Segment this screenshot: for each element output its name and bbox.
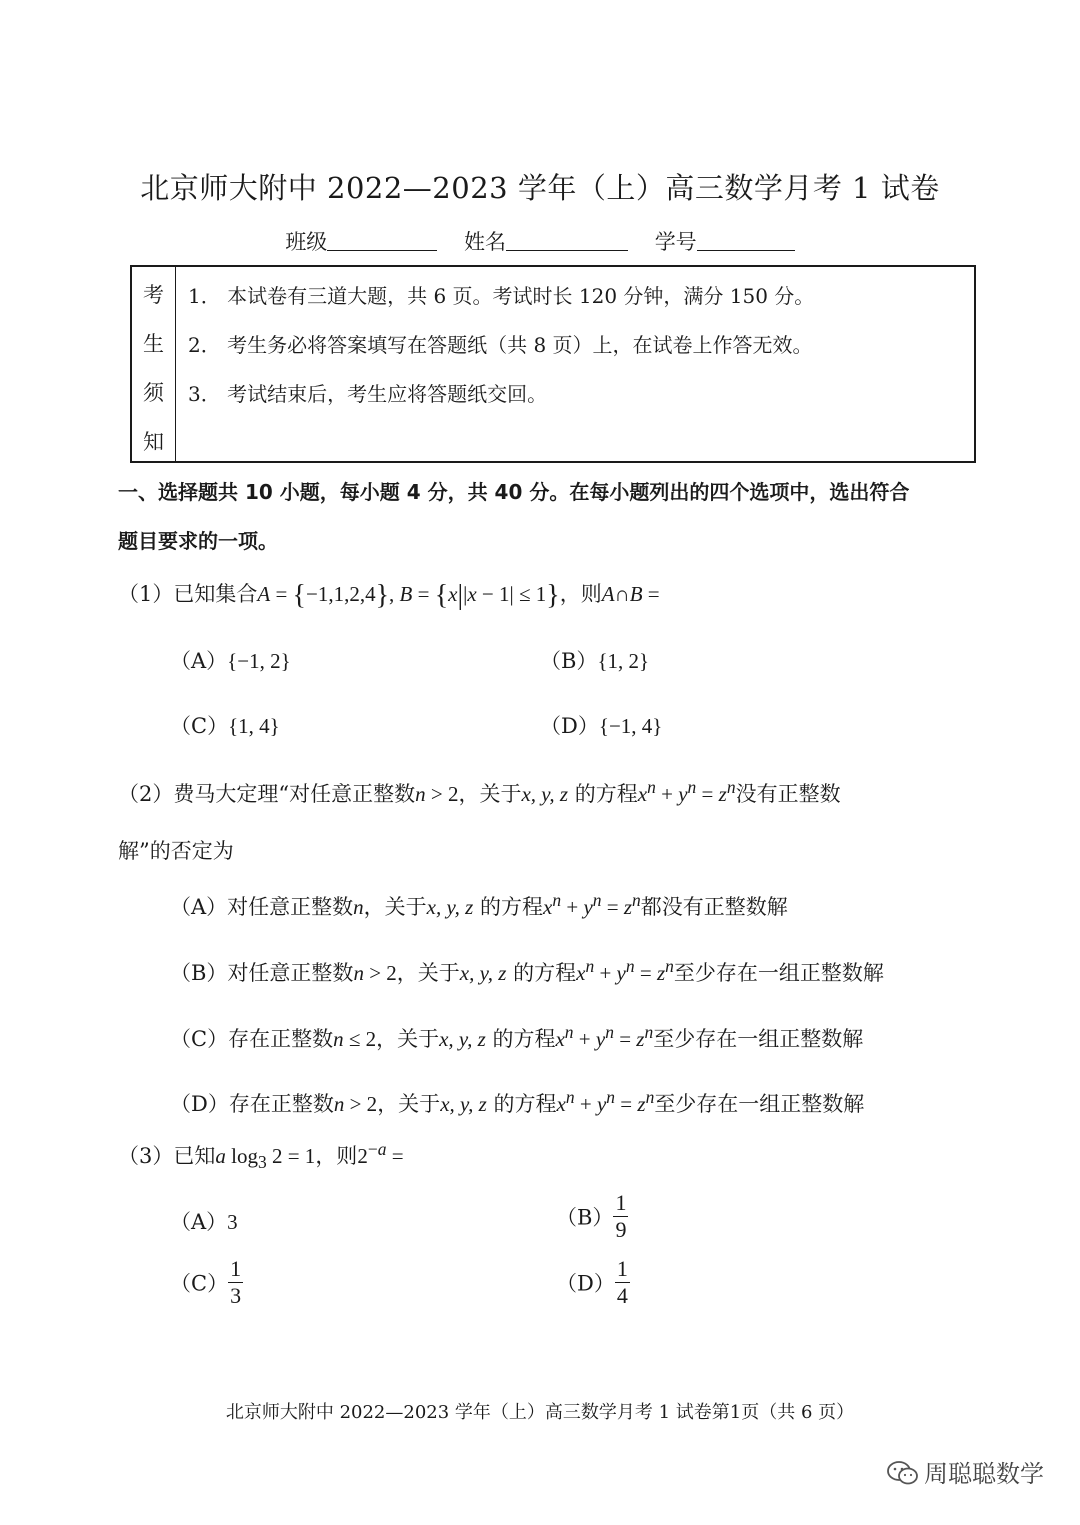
notice-head-char: 须 (143, 381, 164, 405)
class-label: 班级 (285, 230, 328, 254)
notice-heading (132, 267, 176, 461)
q3-option-b[interactable]: （B） $\frac{1}{9}$ (556, 1190, 627, 1242)
q1-option-c[interactable]: （C）{1, 4} (170, 714, 280, 738)
q2-option-c[interactable]: （C）存在正整数n ≤ 2，关于x, y, z 的方程$x^n + y^n = z^n$至少存在一组正整数解 (170, 1022, 864, 1051)
notice-head-char: 生 (143, 332, 164, 356)
class-blank (327, 230, 437, 251)
watermark-text: 周聪聪数学 (924, 1460, 1044, 1488)
question-3: （3）已知a $\log_3 2 = 1$，则$2^{-a}$ = (118, 1139, 404, 1173)
notice-item: 1． 本试卷有三道大题，共 6 页。考试时长 120 分钟，满分 150 分。 (188, 284, 815, 308)
section-heading-cont: 题目要求的一项。 (118, 529, 278, 553)
notice-item: 3． 考试结束后，考生应将答题纸交回。 (188, 382, 548, 406)
notice-head-char: 考 (143, 283, 164, 307)
q1-option-a[interactable]: （A）{−1, 2} (170, 649, 291, 673)
q2-option-b[interactable]: （B）对任意正整数n > 2，关于x, y, z 的方程$x^n + y^n = z^n$至少存在一组正整数解 (170, 956, 884, 985)
page-title: 北京师大附中 2022—2023 学年（上）高三数学月考 1 试卷 (140, 171, 940, 205)
id-label: 学号 (654, 230, 697, 254)
notice-head-char: 知 (143, 430, 164, 454)
wechat-icon (886, 1460, 920, 1486)
question-1: （1）已知集合A = {−1,1,2,4}, B = {x||x − 1| ≤ 1}，则A∩B = (118, 580, 660, 611)
question-2: （2）费马大定理“对任意正整数n > 2，关于x, y, z 的方程$x^n + y^n = z^n$没有正整数 (118, 777, 841, 806)
watermark (886, 1454, 1044, 1489)
student-info-row (0, 226, 1080, 256)
section-heading: 一、选择题共 10 小题，每小题 4 分，共 40 分。在每小题列出的四个选项中，选出符合 (118, 480, 910, 504)
q2-option-a[interactable]: （A）对任意正整数n，关于x, y, z 的方程$x^n + y^n = z^n$都没有正整数解 (170, 890, 788, 919)
q1-option-b[interactable]: （B）{1, 2} (540, 649, 650, 673)
name-blank (506, 230, 628, 251)
q3-option-c[interactable]: （C） $\frac{1}{3}$ (170, 1256, 242, 1308)
notice-item: 2． 考生务必将答案填写在答题纸（共 8 页）上，在试卷上作答无效。 (188, 333, 813, 357)
page-footer: 北京师大附中 2022—2023 学年（上）高三数学月考 1 试卷第1页（共 6 页） (225, 1402, 855, 1423)
q1-option-d[interactable]: （D）{−1, 4} (540, 714, 663, 738)
set-a-elements: −1,1,2,4 (306, 582, 376, 606)
q2-option-d[interactable]: （D）存在正整数n > 2，关于x, y, z 的方程$x^n + y^n = z^n$至少存在一组正整数解 (170, 1087, 865, 1116)
q3-option-a[interactable]: （A）3 (170, 1210, 238, 1234)
question-2-cont: 解”的否定为 (118, 839, 234, 863)
q3-option-d[interactable]: （D） $\frac{1}{4}$ (556, 1256, 628, 1308)
name-label: 姓名 (464, 230, 506, 254)
exam-notice-box (130, 265, 976, 463)
id-blank (697, 230, 795, 251)
